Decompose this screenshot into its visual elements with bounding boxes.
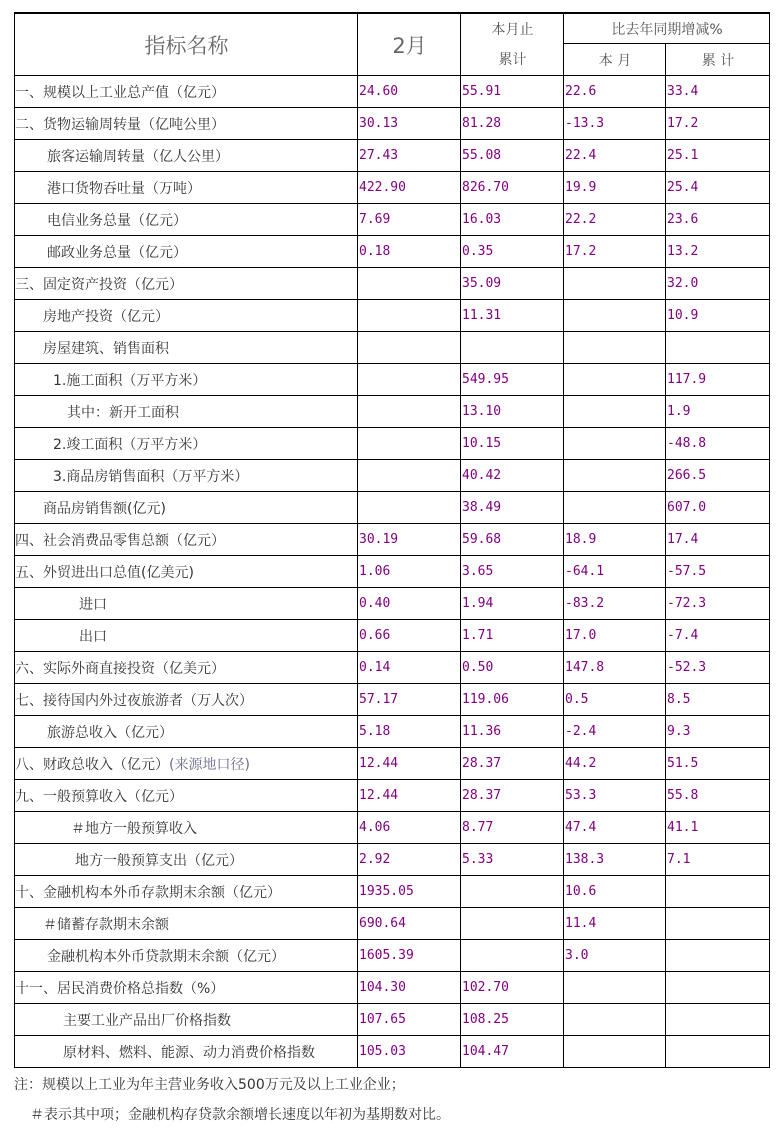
yoy-cumulative: [666, 1004, 770, 1036]
value-month: [358, 300, 461, 332]
indicator-label: [15, 108, 358, 140]
indicator-label: [15, 140, 358, 172]
table-row: [15, 684, 770, 716]
yoy-cumulative: 8.5: [666, 684, 770, 716]
value-month: 0.66: [358, 620, 461, 652]
indicator-label: [15, 204, 358, 236]
header-month: 2月: [358, 13, 461, 76]
value-cumulative: [461, 876, 564, 908]
table-row: [15, 300, 770, 332]
header-yoy-month: 本 月: [564, 44, 666, 76]
value-month: [358, 396, 461, 428]
value-cumulative: 1.94: [461, 588, 564, 620]
yoy-month: [564, 1036, 666, 1068]
yoy-month: 17.2: [564, 236, 666, 268]
yoy-cumulative: -72.3: [666, 588, 770, 620]
header-cumulative-bottom: 累计: [461, 44, 564, 76]
indicator-label: [15, 1036, 358, 1068]
table-row: [15, 428, 770, 460]
value-month: [358, 332, 461, 364]
value-month: 27.43: [358, 140, 461, 172]
table-row: [15, 364, 770, 396]
value-cumulative: 38.49: [461, 492, 564, 524]
indicator-label: [15, 1004, 358, 1036]
table-row: [15, 1036, 770, 1068]
table-row: [15, 844, 770, 876]
yoy-cumulative: -57.5: [666, 556, 770, 588]
value-cumulative: 5.33: [461, 844, 564, 876]
yoy-cumulative: [666, 940, 770, 972]
value-cumulative: [461, 940, 564, 972]
table-row: [15, 812, 770, 844]
value-cumulative: [461, 332, 564, 364]
indicator-text: 港口货物吞吐量（万吨）: [47, 180, 201, 197]
indicator-text: 二、货物运输周转量（亿吨公里）: [15, 116, 225, 133]
yoy-month: 44.2: [564, 748, 666, 780]
value-month: 1605.39: [358, 940, 461, 972]
yoy-cumulative: 32.0: [666, 268, 770, 300]
value-cumulative: 55.91: [461, 76, 564, 108]
indicator-text: 金融机构本外币贷款期末余额（亿元）: [47, 948, 285, 965]
yoy-month: [564, 332, 666, 364]
value-month: 0.18: [358, 236, 461, 268]
table-row: [15, 1004, 770, 1036]
value-month: [358, 460, 461, 492]
table-row: [15, 204, 770, 236]
indicator-text: 其中：新开工面积: [67, 404, 179, 421]
yoy-month: 19.9: [564, 172, 666, 204]
table-row: [15, 460, 770, 492]
yoy-month: [564, 492, 666, 524]
indicator-label: [15, 76, 358, 108]
table-row: [15, 172, 770, 204]
value-cumulative: 35.09: [461, 268, 564, 300]
indicator-text: 1.施工面积（万平方米）: [53, 372, 207, 389]
value-cumulative: 108.25: [461, 1004, 564, 1036]
table-row: [15, 908, 770, 940]
yoy-cumulative: [666, 876, 770, 908]
header-indicator-name: 指标名称: [15, 13, 358, 76]
value-cumulative: 28.37: [461, 780, 564, 812]
indicator-label: [15, 620, 358, 652]
value-month: 24.60: [358, 76, 461, 108]
indicator-text: 原材料、燃料、能源、动力消费价格指数: [63, 1044, 315, 1061]
yoy-month: -64.1: [564, 556, 666, 588]
yoy-cumulative: 10.9: [666, 300, 770, 332]
table-row: [15, 108, 770, 140]
indicator-label: [15, 684, 358, 716]
table-row: [15, 780, 770, 812]
indicator-suffix: (来源地口径): [169, 756, 250, 773]
value-cumulative: 3.65: [461, 556, 564, 588]
yoy-cumulative: 17.2: [666, 108, 770, 140]
value-month: [358, 268, 461, 300]
indicator-label: [15, 588, 358, 620]
value-month: 30.19: [358, 524, 461, 556]
yoy-cumulative: 23.6: [666, 204, 770, 236]
yoy-month: 18.9: [564, 524, 666, 556]
value-month: 0.14: [358, 652, 461, 684]
table-row: [15, 76, 770, 108]
yoy-month: 47.4: [564, 812, 666, 844]
yoy-month: 22.4: [564, 140, 666, 172]
value-cumulative: 102.70: [461, 972, 564, 1004]
yoy-month: [564, 300, 666, 332]
yoy-cumulative: 9.3: [666, 716, 770, 748]
indicator-label: [15, 396, 358, 428]
yoy-cumulative: -7.4: [666, 620, 770, 652]
yoy-month: 22.2: [564, 204, 666, 236]
indicator-label: [15, 812, 358, 844]
table-row: [15, 332, 770, 364]
value-cumulative: 104.47: [461, 1036, 564, 1068]
value-month: [358, 428, 461, 460]
yoy-cumulative: [666, 908, 770, 940]
indicator-text: 3.商品房销售面积（万平方米）: [53, 468, 249, 485]
yoy-month: [564, 268, 666, 300]
indicator-text: 八、财政总收入（亿元）: [15, 756, 169, 773]
value-cumulative: 10.15: [461, 428, 564, 460]
yoy-month: 11.4: [564, 908, 666, 940]
value-cumulative: 549.95: [461, 364, 564, 396]
value-month: 690.64: [358, 908, 461, 940]
header-cumulative-top: 本月止: [461, 13, 564, 44]
yoy-cumulative: 25.4: [666, 172, 770, 204]
indicator-label: [15, 908, 358, 940]
indicator-text: 出口: [79, 628, 107, 645]
value-month: [358, 364, 461, 396]
yoy-month: 138.3: [564, 844, 666, 876]
yoy-cumulative: [666, 332, 770, 364]
value-cumulative: 1.71: [461, 620, 564, 652]
header-yoy-cumulative: 累 计: [666, 44, 770, 76]
value-cumulative: 0.50: [461, 652, 564, 684]
value-month: 107.65: [358, 1004, 461, 1036]
indicator-text: 房地产投资（亿元）: [43, 308, 169, 325]
yoy-cumulative: 266.5: [666, 460, 770, 492]
yoy-cumulative: -52.3: [666, 652, 770, 684]
table-row: [15, 396, 770, 428]
indicator-label: [15, 844, 358, 876]
value-cumulative: 826.70: [461, 172, 564, 204]
indicator-label: [15, 300, 358, 332]
value-cumulative: 81.28: [461, 108, 564, 140]
value-month: 12.44: [358, 748, 461, 780]
value-month: 7.69: [358, 204, 461, 236]
indicator-label: [15, 428, 358, 460]
table-row: [15, 236, 770, 268]
value-cumulative: 40.42: [461, 460, 564, 492]
value-cumulative: 11.31: [461, 300, 564, 332]
indicator-label: [15, 236, 358, 268]
yoy-cumulative: 41.1: [666, 812, 770, 844]
indicator-text: 2.竣工面积（万平方米）: [53, 436, 207, 453]
footnote-1: 注：规模以上工业为年主营业务收入500万元及以上工业企业；: [14, 1077, 405, 1093]
indicator-text: 商品房销售额(亿元): [43, 500, 166, 517]
value-month: 2.92: [358, 844, 461, 876]
yoy-month: [564, 460, 666, 492]
value-cumulative: [461, 908, 564, 940]
indicator-text: 十、金融机构本外币存款期末余额（亿元）: [15, 884, 281, 901]
indicator-text: 五、外贸进出口总值(亿美元): [15, 564, 194, 581]
indicator-text: 邮政业务总量（亿元）: [47, 244, 187, 261]
table-row: [15, 588, 770, 620]
indicator-text: 旅客运输周转量（亿人公里）: [47, 148, 229, 165]
indicator-label: [15, 332, 358, 364]
value-cumulative: 16.03: [461, 204, 564, 236]
indicator-text: 一、规模以上工业总产值（亿元）: [15, 84, 225, 101]
yoy-month: 53.3: [564, 780, 666, 812]
yoy-month: 17.0: [564, 620, 666, 652]
yoy-cumulative: 7.1: [666, 844, 770, 876]
indicator-text: 六、实际外商直接投资（亿美元）: [15, 660, 225, 677]
value-month: 1935.05: [358, 876, 461, 908]
indicator-label: [15, 716, 358, 748]
indicator-text: 进口: [79, 596, 107, 613]
indicator-text: ＃储蓄存款期末余额: [43, 916, 169, 933]
yoy-month: [564, 428, 666, 460]
indicator-text: 十一、居民消费价格总指数（%）: [15, 980, 225, 997]
yoy-month: -83.2: [564, 588, 666, 620]
indicator-text: 四、社会消费品零售总额（亿元）: [15, 532, 225, 549]
value-cumulative: 8.77: [461, 812, 564, 844]
yoy-cumulative: [666, 972, 770, 1004]
table-row: [15, 620, 770, 652]
yoy-month: 3.0: [564, 940, 666, 972]
value-month: 5.18: [358, 716, 461, 748]
indicator-label: [15, 268, 358, 300]
indicator-label: [15, 780, 358, 812]
indicator-text: 三、固定资产投资（亿元）: [15, 276, 183, 293]
yoy-cumulative: [666, 1036, 770, 1068]
value-month: 12.44: [358, 780, 461, 812]
yoy-month: [564, 396, 666, 428]
indicator-text: 旅游总收入（亿元）: [47, 724, 173, 741]
value-cumulative: 59.68: [461, 524, 564, 556]
value-cumulative: 0.35: [461, 236, 564, 268]
value-month: 0.40: [358, 588, 461, 620]
yoy-cumulative: -48.8: [666, 428, 770, 460]
table-row: [15, 716, 770, 748]
table-row: [15, 972, 770, 1004]
yoy-cumulative: 13.2: [666, 236, 770, 268]
table-row: [15, 652, 770, 684]
value-month: 1.06: [358, 556, 461, 588]
indicator-label: [15, 748, 358, 780]
yoy-month: -2.4: [564, 716, 666, 748]
indicator-text: 电信业务总量（亿元）: [47, 212, 187, 229]
indicator-label: [15, 652, 358, 684]
indicator-label: [15, 460, 358, 492]
yoy-month: [564, 364, 666, 396]
table-row: [15, 876, 770, 908]
indicator-label: [15, 876, 358, 908]
indicator-text: 七、接待国内外过夜旅游者（万人次）: [15, 692, 253, 709]
table-row: [15, 524, 770, 556]
table-row: [15, 940, 770, 972]
indicator-text: 主要工业产品出厂价格指数: [63, 1012, 231, 1029]
yoy-month: [564, 972, 666, 1004]
indicator-text: 地方一般预算支出（亿元）: [75, 852, 243, 869]
indicator-label: [15, 492, 358, 524]
yoy-cumulative: 25.1: [666, 140, 770, 172]
value-month: 422.90: [358, 172, 461, 204]
yoy-month: 0.5: [564, 684, 666, 716]
value-cumulative: 55.08: [461, 140, 564, 172]
yoy-month: -13.3: [564, 108, 666, 140]
yoy-cumulative: 55.8: [666, 780, 770, 812]
footnote-2: ＃表示其中项；金融机构存贷款余额增长速度以年初为基期数对比。: [30, 1107, 450, 1123]
table-row: [15, 556, 770, 588]
table-row: [15, 748, 770, 780]
table-row: [15, 268, 770, 300]
indicator-text: 九、一般预算收入（亿元）: [15, 788, 183, 805]
value-month: 4.06: [358, 812, 461, 844]
value-cumulative: 13.10: [461, 396, 564, 428]
indicator-label: [15, 972, 358, 1004]
statistics-table: [14, 12, 770, 1068]
value-cumulative: 119.06: [461, 684, 564, 716]
yoy-cumulative: 51.5: [666, 748, 770, 780]
header-yoy-change: 比去年同期增减%: [564, 13, 770, 44]
yoy-cumulative: 33.4: [666, 76, 770, 108]
value-cumulative: 28.37: [461, 748, 564, 780]
yoy-cumulative: 607.0: [666, 492, 770, 524]
yoy-month: 147.8: [564, 652, 666, 684]
indicator-label: [15, 524, 358, 556]
value-month: [358, 492, 461, 524]
value-cumulative: 11.36: [461, 716, 564, 748]
indicator-label: [15, 364, 358, 396]
value-month: 30.13: [358, 108, 461, 140]
table-row: [15, 140, 770, 172]
indicator-label: [15, 940, 358, 972]
yoy-month: 22.6: [564, 76, 666, 108]
yoy-month: 10.6: [564, 876, 666, 908]
value-month: 104.30: [358, 972, 461, 1004]
yoy-cumulative: 1.9: [666, 396, 770, 428]
table-row: [15, 492, 770, 524]
value-month: 57.17: [358, 684, 461, 716]
yoy-cumulative: 17.4: [666, 524, 770, 556]
indicator-label: [15, 556, 358, 588]
indicator-label: [15, 172, 358, 204]
indicator-text: ＃地方一般预算收入: [71, 820, 197, 837]
value-month: 105.03: [358, 1036, 461, 1068]
indicator-text: 房屋建筑、销售面积: [43, 340, 169, 357]
yoy-cumulative: 117.9: [666, 364, 770, 396]
yoy-month: [564, 1004, 666, 1036]
